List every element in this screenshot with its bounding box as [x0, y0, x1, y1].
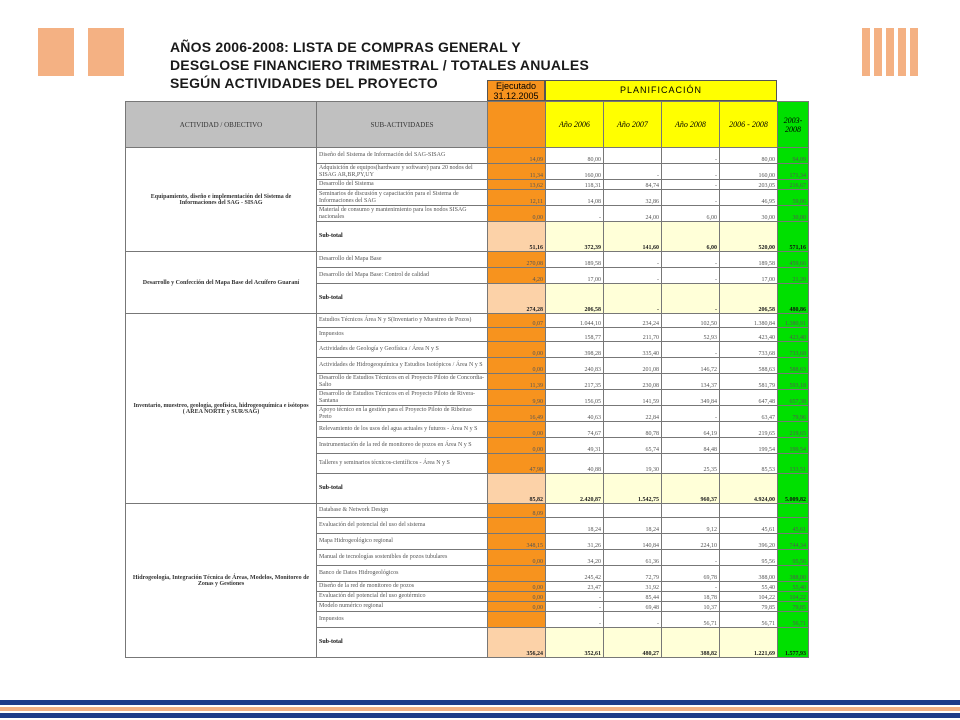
range-2006-2008-cell: 17,00: [720, 268, 778, 284]
total-2003-2008-cell: [778, 504, 809, 518]
year-2007-cell: 230,08: [604, 374, 662, 390]
sub-activity-cell: Sub-total: [317, 284, 488, 314]
year-2008-cell: -: [662, 342, 720, 358]
range-2006-2008-cell: 423,40: [720, 328, 778, 342]
range-2006-2008-cell: 1.221,69: [720, 628, 778, 658]
total-2003-2008-cell: 480,86: [778, 284, 809, 314]
executed-cell: 4,20: [488, 268, 546, 284]
sub-activity-cell: Modelo numérico regional: [317, 602, 488, 612]
sub-activity-cell: Apoyo técnico en la gestión para el Proyecto Piloto de Ribeirao Preto: [317, 406, 488, 422]
year-2008-cell: 349,84: [662, 390, 720, 406]
executed-cell: 274,28: [488, 284, 546, 314]
total-2003-2008-cell: 657,38: [778, 390, 809, 406]
year-2006-cell: -: [546, 602, 604, 612]
range-2006-2008-cell: 199,54: [720, 438, 778, 454]
sub-activity-cell: Talleres y seminarios técnicos-científicos - Área N y S: [317, 454, 488, 474]
year-2008-cell: 6,00: [662, 206, 720, 222]
executed-cell: 11,39: [488, 374, 546, 390]
executed-cell: 11,34: [488, 164, 546, 180]
range-2006-2008-cell: 581,79: [720, 374, 778, 390]
range-2006-2008-cell: 203,05: [720, 180, 778, 190]
year-2007-cell: 24,00: [604, 206, 662, 222]
year-2006-cell: 74,67: [546, 422, 604, 438]
year-2006-cell: 160,00: [546, 164, 604, 180]
sub-activity-cell: Desarrollo del Sistema: [317, 180, 488, 190]
year-2007-cell: 140,84: [604, 534, 662, 550]
year-2007-cell: 211,70: [604, 328, 662, 342]
executed-cell: 348,15: [488, 534, 546, 550]
year-2008-cell: 102,50: [662, 314, 720, 328]
total-2003-2008-cell: 388,00: [778, 566, 809, 582]
total-2003-2008-cell: 1.380,91: [778, 314, 809, 328]
year-2007-cell: 19,30: [604, 454, 662, 474]
sub-activity-cell: Relevamiento de los usos del agua actuales y futuros - Área N y S: [317, 422, 488, 438]
total-2003-2008-cell: 199,54: [778, 438, 809, 454]
sub-activity-cell: Actividades de Geología y Geofísica / Área N y S: [317, 342, 488, 358]
year-2008-cell: -: [662, 180, 720, 190]
total-2003-2008-cell: 571,16: [778, 222, 809, 252]
col-range-header: 2006 - 2008: [720, 102, 778, 148]
range-2006-2008-cell: 63,47: [720, 406, 778, 422]
year-2007-cell: 85,44: [604, 592, 662, 602]
executed-cell: 85,82: [488, 474, 546, 504]
table-row: [126, 504, 809, 518]
year-2006-cell: 206,58: [546, 284, 604, 314]
table-row: [126, 314, 809, 328]
title-line-1: AÑOS 2006-2008: LISTA DE COMPRAS GENERAL Y: [170, 39, 521, 55]
year-2007-cell: 335,40: [604, 342, 662, 358]
deco-orange-stripe: [0, 707, 960, 711]
year-2007-cell: 141,59: [604, 390, 662, 406]
range-2006-2008-cell: 45,61: [720, 518, 778, 534]
year-2007-cell: 69,48: [604, 602, 662, 612]
range-2006-2008-cell: 85,53: [720, 454, 778, 474]
year-2006-cell: 1.044,10: [546, 314, 604, 328]
year-2008-cell: 6,00: [662, 222, 720, 252]
executed-header: Ejecutado 31.12.2005: [487, 80, 545, 101]
year-2008-cell: 56,71: [662, 612, 720, 628]
total-2003-2008-cell: 459,66: [778, 252, 809, 268]
sub-activity-cell: Actividades de Hidrogeoquímica y Estudios Isotópicos / Área N y S: [317, 358, 488, 374]
activity-cell: Equipamiento, diseño e implementación del Sistema de Informaciones del SAG - SISAG: [126, 148, 317, 252]
executed-cell: 12,11: [488, 190, 546, 206]
title-line-3: SEGÚN ACTIVIDADES DEL PROYECTO: [170, 75, 438, 91]
sub-activity-cell: Diseño del Sistema de Información del SAG-SISAG: [317, 148, 488, 164]
range-2006-2008-cell: 46,95: [720, 190, 778, 206]
year-2008-cell: 9,12: [662, 518, 720, 534]
range-2006-2008-cell: 219,65: [720, 422, 778, 438]
table-row: [126, 252, 809, 268]
year-2006-cell: 398,28: [546, 342, 604, 358]
year-2007-cell: 84,74: [604, 180, 662, 190]
table-body: [126, 148, 809, 658]
total-2003-2008-cell: 56,71: [778, 612, 809, 628]
deco-blue-stripe-2: [0, 713, 960, 718]
year-2007-cell: 65,74: [604, 438, 662, 454]
range-2006-2008-cell: 396,20: [720, 534, 778, 550]
year-2006-cell: 189,58: [546, 252, 604, 268]
year-2007-cell: 22,84: [604, 406, 662, 422]
sub-activity-cell: Database & Network Design: [317, 504, 488, 518]
range-2006-2008-cell: 30,00: [720, 206, 778, 222]
total-2003-2008-cell: 133,51: [778, 454, 809, 474]
sub-activity-cell: Adquisición de equipos(hardware y software) para 20 nodos del SISAG AR,BR,PY,UY: [317, 164, 488, 180]
year-2006-cell: 2.420,87: [546, 474, 604, 504]
sub-activity-cell: Estudios Técnicos Área N y S(Inventario y Muestreo de Pozos): [317, 314, 488, 328]
year-2007-cell: 141,60: [604, 222, 662, 252]
year-2007-cell: -: [604, 252, 662, 268]
year-2007-cell: 61,36: [604, 550, 662, 566]
year-2006-cell: -: [546, 592, 604, 602]
year-2008-cell: [662, 504, 720, 518]
executed-cell: 270,08: [488, 252, 546, 268]
range-2006-2008-cell: 206,58: [720, 284, 778, 314]
sub-activity-cell: Evaluación del potencial del uso geotérmico: [317, 592, 488, 602]
executed-cell: 47,98: [488, 454, 546, 474]
sub-activity-cell: Impuestos: [317, 612, 488, 628]
sub-activity-cell: Sub-total: [317, 222, 488, 252]
year-2008-cell: 134,37: [662, 374, 720, 390]
deco-blue-stripe-1: [0, 700, 960, 705]
sub-activity-cell: Banco de Datos Hidrogeológicos: [317, 566, 488, 582]
year-2008-cell: 960,37: [662, 474, 720, 504]
range-2006-2008-cell: 1.380,84: [720, 314, 778, 328]
range-2006-2008-cell: 189,58: [720, 252, 778, 268]
year-2007-cell: 32,86: [604, 190, 662, 206]
sub-activity-cell: Mapa Hidrogeológico regional: [317, 534, 488, 550]
year-2008-cell: 388,82: [662, 628, 720, 658]
executed-cell: 356,24: [488, 628, 546, 658]
executed-cell: 8,09: [488, 504, 546, 518]
total-2003-2008-cell: 104,22: [778, 592, 809, 602]
year-2007-cell: 480,27: [604, 628, 662, 658]
year-2007-cell: 234,24: [604, 314, 662, 328]
year-2007-cell: 80,78: [604, 422, 662, 438]
year-2006-cell: 14,08: [546, 190, 604, 206]
year-2006-cell: 23,47: [546, 582, 604, 592]
year-2008-cell: -: [662, 582, 720, 592]
year-2008-cell: 69,78: [662, 566, 720, 582]
total-2003-2008-cell: 1.577,93: [778, 628, 809, 658]
col-activity-header: ACTIVIDAD / OBJECTIVO: [126, 102, 317, 148]
executed-cell: 51,16: [488, 222, 546, 252]
col-2006-header: Año 2006: [546, 102, 604, 148]
sub-activity-cell: Diseño de la red de monitoreo de pozos: [317, 582, 488, 592]
year-2007-cell: 72,79: [604, 566, 662, 582]
year-2008-cell: -: [662, 190, 720, 206]
year-2006-cell: 352,61: [546, 628, 604, 658]
executed-cell: 9,90: [488, 390, 546, 406]
executed-cell: 0,00: [488, 206, 546, 222]
sub-activity-cell: Seminarios de discusión y capacitación para el Sistema de Informaciones del SAG: [317, 190, 488, 206]
range-2006-2008-cell: [720, 504, 778, 518]
year-2008-cell: -: [662, 252, 720, 268]
year-2006-cell: 18,24: [546, 518, 604, 534]
year-2008-cell: -: [662, 284, 720, 314]
total-2003-2008-cell: 5.009,82: [778, 474, 809, 504]
deco-orange-block-left: [38, 28, 74, 76]
range-2006-2008-cell: 733,68: [720, 342, 778, 358]
sub-activity-cell: Impuestos: [317, 328, 488, 342]
year-2006-cell: 245,42: [546, 566, 604, 582]
year-2008-cell: -: [662, 550, 720, 566]
year-2008-cell: 64,19: [662, 422, 720, 438]
executed-cell: [488, 518, 546, 534]
range-2006-2008-cell: 55,40: [720, 582, 778, 592]
activity-cell: Hidrogeología, Integración Técnica de Áreas, Modelos, Monitoreo de Zonas y Gestiones: [126, 504, 317, 658]
executed-cell: [488, 328, 546, 342]
year-2006-cell: 372,39: [546, 222, 604, 252]
col-executed-header: [488, 102, 546, 148]
header-row: [126, 102, 809, 148]
sub-activity-cell: Instrumentación de la red de monitoreo de pozos en Área N y S: [317, 438, 488, 454]
total-2003-2008-cell: 79,85: [778, 602, 809, 612]
executed-cell: 13,62: [488, 180, 546, 190]
year-2008-cell: -: [662, 268, 720, 284]
deco-orange-bars-right: [862, 28, 922, 76]
range-2006-2008-cell: 160,00: [720, 164, 778, 180]
year-2007-cell: -: [604, 284, 662, 314]
range-2006-2008-cell: 647,48: [720, 390, 778, 406]
total-2003-2008-cell: 744,34: [778, 534, 809, 550]
year-2006-cell: 40,88: [546, 454, 604, 474]
year-2007-cell: 1.542,75: [604, 474, 662, 504]
year-2008-cell: -: [662, 148, 720, 164]
executed-cell: 0,00: [488, 358, 546, 374]
total-2003-2008-cell: 59,06: [778, 190, 809, 206]
executed-cell: 0,07: [488, 314, 546, 328]
year-2008-cell: 52,93: [662, 328, 720, 342]
year-2006-cell: 118,31: [546, 180, 604, 190]
year-2006-cell: 156,05: [546, 390, 604, 406]
executed-cell: 0,00: [488, 342, 546, 358]
total-2003-2008-cell: 45,61: [778, 518, 809, 534]
year-2006-cell: 80,00: [546, 148, 604, 164]
sub-activity-cell: Desarrollo del Mapa Base: [317, 252, 488, 268]
sub-activity-cell: Desarrollo de Estudios Técnicos en el Proyecto Piloto de Rivera-Santana: [317, 390, 488, 406]
year-2007-cell: 201,08: [604, 358, 662, 374]
total-2003-2008-cell: 79,96: [778, 406, 809, 422]
year-2007-cell: 31,92: [604, 582, 662, 592]
table-row: [126, 148, 809, 164]
year-2006-cell: 34,20: [546, 550, 604, 566]
total-2003-2008-cell: 423,40: [778, 328, 809, 342]
year-2007-cell: [604, 504, 662, 518]
range-2006-2008-cell: 520,00: [720, 222, 778, 252]
col-total-header: 2003-2008: [778, 102, 809, 148]
total-2003-2008-cell: 95,56: [778, 550, 809, 566]
total-2003-2008-cell: 30,00: [778, 206, 809, 222]
sub-activity-cell: Sub-total: [317, 628, 488, 658]
budget-table: [125, 101, 809, 658]
year-2006-cell: 31,26: [546, 534, 604, 550]
range-2006-2008-cell: 388,00: [720, 566, 778, 582]
year-2008-cell: -: [662, 164, 720, 180]
total-2003-2008-cell: 593,18: [778, 374, 809, 390]
col-sub-header: SUB-ACTIVIDADES: [317, 102, 488, 148]
deco-orange-block-left-2: [88, 28, 124, 76]
year-2006-cell: 158,77: [546, 328, 604, 342]
sub-activity-cell: Desarrollo de Estudios Técnicos en el Proyecto Piloto de Concordia-Salto: [317, 374, 488, 390]
year-2006-cell: 17,00: [546, 268, 604, 284]
year-2008-cell: 18,78: [662, 592, 720, 602]
total-2003-2008-cell: 94,09: [778, 148, 809, 164]
executed-cell: [488, 612, 546, 628]
executed-cell: 16,49: [488, 406, 546, 422]
range-2006-2008-cell: 79,85: [720, 602, 778, 612]
total-2003-2008-cell: 171,34: [778, 164, 809, 180]
year-2008-cell: 224,10: [662, 534, 720, 550]
year-2007-cell: -: [604, 164, 662, 180]
executed-cell: 0,00: [488, 592, 546, 602]
executed-cell: 14,09: [488, 148, 546, 164]
executed-cell: 0,00: [488, 582, 546, 592]
range-2006-2008-cell: 588,63: [720, 358, 778, 374]
year-2007-cell: -: [604, 268, 662, 284]
year-2006-cell: 217,35: [546, 374, 604, 390]
col-2007-header: Año 2007: [604, 102, 662, 148]
title-line-2: DESGLOSE FINANCIERO TRIMESTRAL / TOTALES ANUALES: [170, 57, 589, 73]
year-2006-cell: 40,63: [546, 406, 604, 422]
executed-cell: 0,00: [488, 602, 546, 612]
total-2003-2008-cell: 733,68: [778, 342, 809, 358]
range-2006-2008-cell: 80,00: [720, 148, 778, 164]
year-2008-cell: -: [662, 406, 720, 422]
total-2003-2008-cell: 588,63: [778, 358, 809, 374]
executed-cell: 0,00: [488, 550, 546, 566]
year-2008-cell: 84,48: [662, 438, 720, 454]
range-2006-2008-cell: 56,71: [720, 612, 778, 628]
sub-activity-cell: Desarrollo del Mapa Base: Control de calidad: [317, 268, 488, 284]
year-2006-cell: -: [546, 612, 604, 628]
executed-cell: 0,00: [488, 422, 546, 438]
sub-activity-cell: Evaluación del potencial del uso del sistema: [317, 518, 488, 534]
activity-cell: Desarrollo y Confección del Mapa Base del Acuífero Guaraní: [126, 252, 317, 314]
sub-activity-cell: Manual de tecnologías sostenibles de pozos tubulares: [317, 550, 488, 566]
planning-header: PLANIFICACIÓN: [545, 80, 777, 101]
year-2006-cell: 240,83: [546, 358, 604, 374]
total-2003-2008-cell: 219,65: [778, 422, 809, 438]
year-2006-cell: [546, 504, 604, 518]
year-2006-cell: -: [546, 206, 604, 222]
year-2008-cell: 10,37: [662, 602, 720, 612]
sub-activity-cell: Sub-total: [317, 474, 488, 504]
year-2007-cell: -: [604, 612, 662, 628]
range-2006-2008-cell: 4.924,00: [720, 474, 778, 504]
total-2003-2008-cell: 216,67: [778, 180, 809, 190]
year-2007-cell: [604, 148, 662, 164]
range-2006-2008-cell: 95,56: [720, 550, 778, 566]
total-2003-2008-cell: 21,20: [778, 268, 809, 284]
year-2007-cell: 18,24: [604, 518, 662, 534]
year-2008-cell: 146,72: [662, 358, 720, 374]
range-2006-2008-cell: 104,22: [720, 592, 778, 602]
col-2008-header: Año 2008: [662, 102, 720, 148]
sub-activity-cell: Material de consumo y mantenimiento para los nodos SISAG nacionales: [317, 206, 488, 222]
executed-cell: [488, 566, 546, 582]
total-2003-2008-cell: 55,40: [778, 582, 809, 592]
activity-cell: Inventario, muestreo, geología, geofísica, hidrogeoquímica e isótopos ( AREA NORTE y SUR/SAG): [126, 314, 317, 504]
year-2008-cell: 25,35: [662, 454, 720, 474]
executed-cell: 0,00: [488, 438, 546, 454]
year-2006-cell: 49,31: [546, 438, 604, 454]
